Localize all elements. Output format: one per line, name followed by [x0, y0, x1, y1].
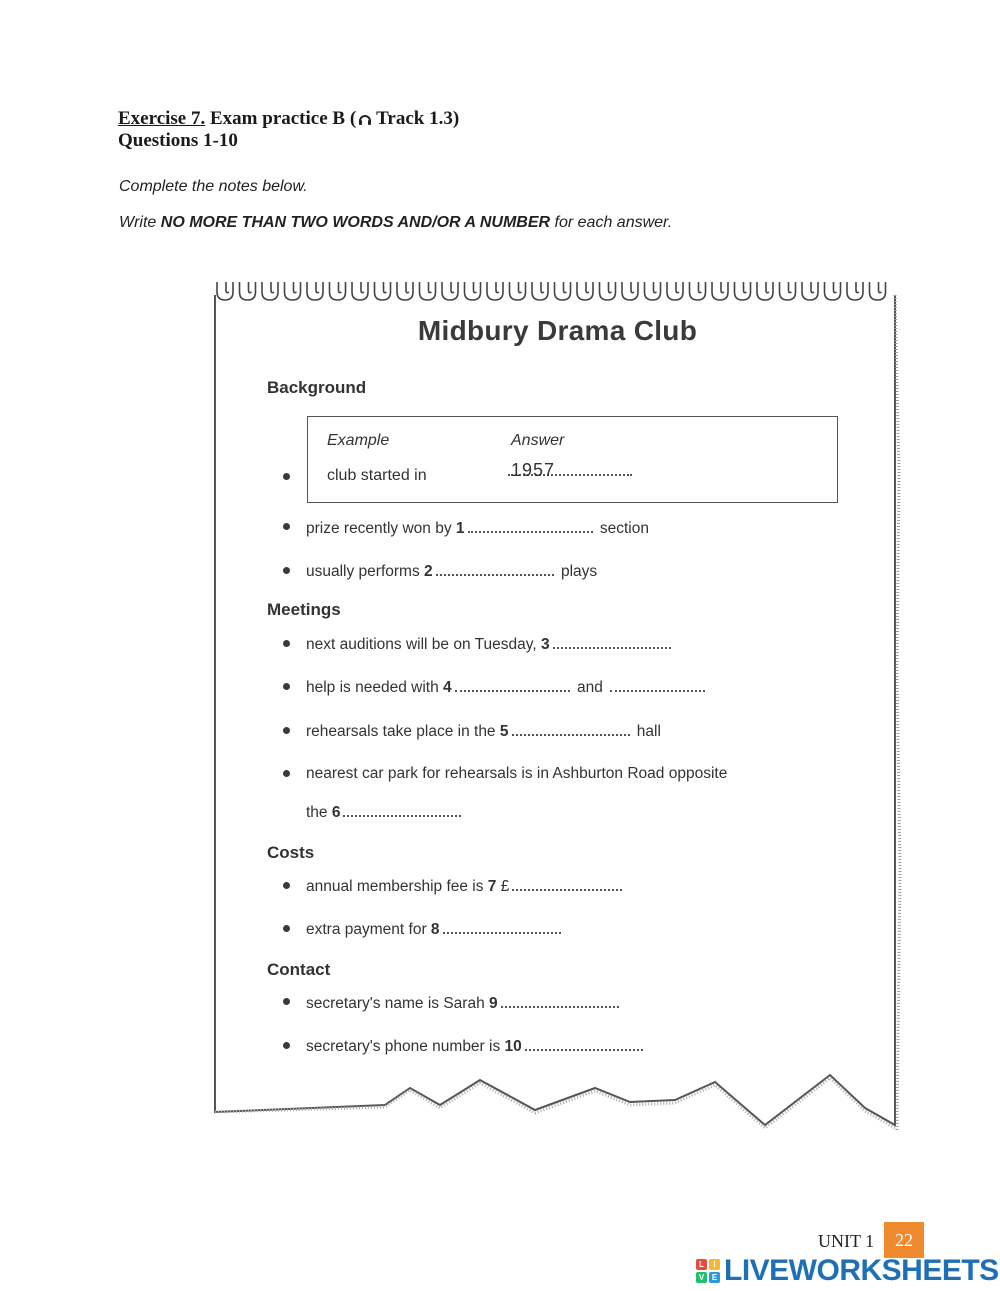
spiral-loop: [217, 282, 233, 300]
bullet-icon: [283, 567, 290, 574]
example-text: club started in: [327, 467, 427, 484]
spiral-loop: [577, 282, 593, 300]
answer-blank-2[interactable]: [436, 562, 554, 576]
brand-name: LIVEWORKSHEETS: [724, 1254, 999, 1287]
heading-meetings: Meetings: [267, 600, 341, 619]
spiral-loop: [510, 282, 526, 300]
bullet-icon: [283, 770, 290, 777]
spiral-loop: [330, 282, 346, 300]
bullet-icon: [283, 882, 290, 889]
exercise-label: Exercise 7.: [118, 108, 206, 129]
spiral-loop: [622, 282, 638, 300]
spiral-loop: [285, 282, 301, 300]
note-item: [306, 678, 708, 697]
spiral-loop: [847, 282, 863, 300]
exercise-title-text: Exam practice B (: [210, 108, 357, 129]
answer-blank-3[interactable]: [553, 635, 671, 649]
answer-blank-5[interactable]: [512, 722, 630, 736]
answer-blank-4a[interactable]: [455, 678, 570, 692]
headphone-icon: [358, 110, 372, 132]
answer-blank-4b[interactable]: [610, 678, 705, 692]
exercise-title: [118, 108, 459, 132]
spiral-loop: [735, 282, 751, 300]
spiral-loop: [780, 282, 796, 300]
spiral-loop: [532, 282, 548, 300]
instruction-line-1: Complete the notes below.: [119, 178, 308, 195]
question-number: 6: [331, 804, 341, 821]
spiral-loop: [442, 282, 458, 300]
item-text: prize recently won by: [306, 520, 456, 537]
item-text: section: [595, 520, 649, 537]
page-number: 22: [884, 1222, 924, 1258]
question-number: 9: [489, 995, 498, 1012]
spiral-loop: [375, 282, 391, 300]
liveworksheets-logo-icon: L I V E: [696, 1259, 720, 1283]
answer-blank-9[interactable]: [501, 994, 619, 1008]
question-number: 10: [504, 1038, 522, 1055]
note-item: [306, 1037, 646, 1056]
instruction-text: for each answer.: [550, 214, 673, 231]
bullet-icon: [283, 727, 290, 734]
item-text: extra payment for: [306, 921, 431, 938]
answer-label: Answer: [511, 432, 565, 449]
note-item: [306, 562, 597, 581]
question-number: 1: [455, 520, 465, 537]
answer-blank-1[interactable]: [468, 519, 593, 533]
instruction-emphasis: NO MORE THAN TWO WORDS AND/OR A NUMBER: [160, 214, 551, 231]
example-answer: 1957: [511, 460, 556, 480]
spiral-loop: [690, 282, 706, 300]
answer-blank-10[interactable]: [525, 1037, 643, 1051]
spiral-loop: [600, 282, 616, 300]
bullet-icon: [283, 683, 290, 690]
questions-label: Questions 1-10: [118, 130, 238, 151]
bullet-icon: [283, 998, 290, 1005]
note-item: [306, 994, 622, 1013]
example-box: [307, 416, 838, 503]
spiral-loop: [870, 282, 886, 300]
spiral-loop: [262, 282, 278, 300]
question-number: 3: [540, 636, 550, 653]
notes-title: Midbury Drama Club: [417, 315, 698, 346]
liveworksheets-logo[interactable]: [696, 1254, 999, 1288]
spiral-loop: [757, 282, 773, 300]
note-item: [306, 877, 625, 896]
note-item: [306, 635, 674, 654]
unit-label: UNIT 1: [818, 1231, 875, 1251]
spiral-loop: [420, 282, 436, 300]
item-text: annual membership fee is: [306, 878, 488, 895]
spiral-loop: [555, 282, 571, 300]
item-text: usually performs: [306, 563, 425, 580]
example-label: Example: [327, 432, 390, 449]
item-text: help is needed with: [306, 679, 444, 696]
note-item: [306, 920, 564, 939]
bullet-icon: [283, 1042, 290, 1049]
note-item: nearest car park for rehearsals is in Ashburton Road opposite: [306, 765, 728, 782]
item-text: the: [306, 804, 332, 821]
currency-symbol: £: [496, 878, 510, 895]
bullet-icon: [283, 640, 290, 647]
question-number: 5: [499, 723, 509, 740]
spiral-loop: [645, 282, 661, 300]
heading-background: Background: [267, 378, 367, 397]
spiral-loop: [465, 282, 481, 300]
note-item: [306, 722, 661, 741]
item-text: next auditions will be on Tuesday,: [306, 636, 541, 653]
instruction-text: Write: [119, 214, 161, 231]
item-text: and: [572, 679, 608, 696]
spiral-loop: [397, 282, 413, 300]
spiral-binding: [217, 282, 886, 300]
note-item: [306, 519, 649, 538]
spiral-loop: [352, 282, 368, 300]
spiral-loop: [307, 282, 323, 300]
item-text: rehearsals take place in the: [306, 723, 500, 740]
instruction-line-2: [119, 214, 672, 232]
spiral-loop: [802, 282, 818, 300]
question-number: 8: [430, 921, 440, 938]
bullet-icon: [283, 523, 290, 530]
question-number: 4: [443, 679, 452, 696]
heading-contact: Contact: [267, 960, 331, 979]
note-item-continued: [306, 803, 464, 822]
answer-blank-8[interactable]: [443, 920, 561, 934]
spiral-loop: [240, 282, 256, 300]
spiral-loop: [487, 282, 503, 300]
track-label: Track 1.3): [376, 108, 460, 129]
bullet-icon: [283, 925, 290, 932]
answer-blank-6[interactable]: [343, 803, 461, 817]
bullet-icon: [283, 473, 290, 480]
answer-blank-7[interactable]: [512, 877, 622, 891]
spiral-loop: [825, 282, 841, 300]
question-number: 2: [424, 563, 433, 580]
heading-costs: Costs: [267, 843, 315, 862]
item-text: hall: [632, 723, 661, 740]
spiral-loop: [712, 282, 728, 300]
item-text: plays: [556, 563, 598, 580]
question-number: 7: [487, 878, 497, 895]
item-text: secretary's phone number is: [306, 1038, 505, 1055]
spiral-loop: [667, 282, 683, 300]
item-text: secretary's name is Sarah: [306, 995, 490, 1012]
